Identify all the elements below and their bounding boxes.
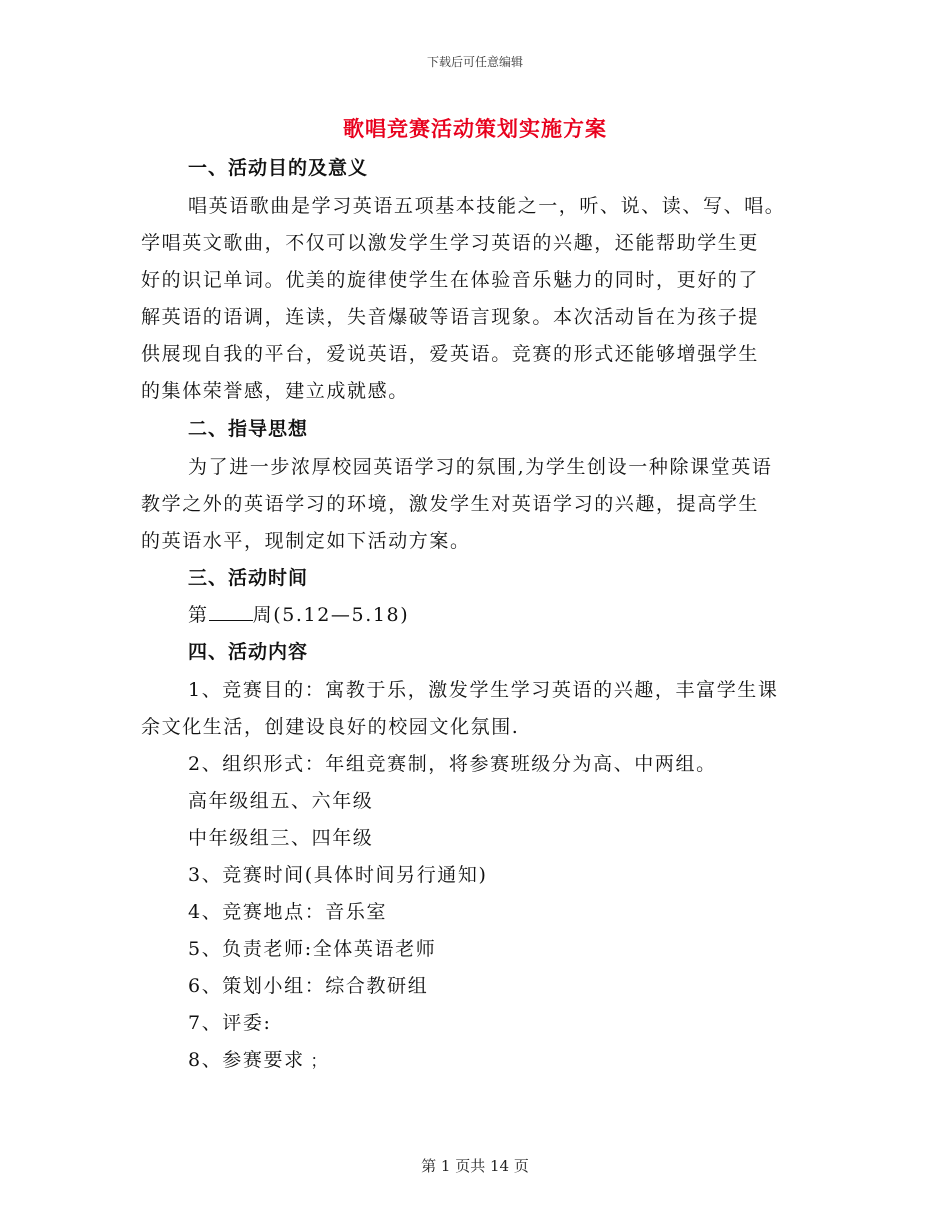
paragraph-line: 教学之外的英语学习的环境，激发学生对英语学习的兴趣，提高学生: [141, 493, 760, 515]
paragraph-line: 的集体荣誉感，建立成就感。: [141, 380, 409, 402]
week-blank: [209, 602, 253, 621]
week-prefix: 第: [188, 604, 209, 626]
paragraph-line: 解英语的语调，连读，失音爆破等语言现象。本次活动旨在为孩子提: [141, 306, 760, 328]
paragraph-line: 好的识记单词。优美的旋律使学生在体验音乐魅力的同时，更好的了: [141, 269, 760, 291]
activity-week-line: [188, 601, 409, 629]
list-item: 1、竞赛目的：寓教于乐，激发学生学习英语的兴趣，丰富学生课: [188, 679, 779, 701]
paragraph-line: 供展现自我的平台，爱说英语，爱英语。竞赛的形式还能够增强学生: [141, 343, 760, 365]
section-heading-time: 三、活动时间: [188, 567, 309, 589]
document-title: 歌唱竞赛活动策划实施方案: [343, 116, 607, 141]
list-item: 2、组织形式：年组竞赛制，将参赛班级分为高、中两组。: [188, 753, 717, 775]
list-item: 5、负责老师:全体英语老师: [188, 938, 437, 960]
group-high: 高年级组五、六年级: [188, 790, 374, 812]
paragraph-line: 的英语水平，现制定如下活动方案。: [141, 530, 471, 552]
list-item: 6、策划小组：综合教研组: [188, 975, 429, 997]
paragraph-line: 唱英语歌曲是学习英语五项基本技能之一，听、说、读、写、唱。: [188, 195, 786, 217]
list-item: 3、竞赛时间(具体时间另行通知): [188, 864, 488, 886]
list-item: 8、参赛要求﹔: [188, 1049, 326, 1071]
section-heading-content: 四、活动内容: [188, 641, 309, 663]
header-note: 下载后可任意编辑: [426, 55, 523, 69]
section-heading-purpose: 一、活动目的及意义: [188, 157, 369, 179]
list-item: 4、竞赛地点：音乐室: [188, 901, 388, 923]
group-mid: 中年级组三、四年级: [188, 827, 374, 849]
week-suffix: 周(5.12—5.18): [252, 604, 410, 626]
section-heading-guiding-idea: 二、指导思想: [188, 418, 309, 440]
page-number-footer: 第 1 页共 14 页: [421, 1157, 529, 1175]
list-item: 7、评委:: [188, 1012, 272, 1034]
list-item-continuation: 余文化生活，创建设良好的校园文化氛围.: [141, 716, 520, 738]
paragraph-line: 为了进一步浓厚校园英语学习的氛围,为学生创设一种除课堂英语: [188, 456, 773, 478]
paragraph-line: 学唱英文歌曲，不仅可以激发学生学习英语的兴趣，还能帮助学生更: [141, 232, 760, 254]
